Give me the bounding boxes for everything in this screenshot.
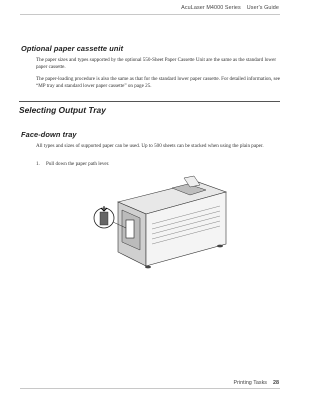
running-footer bbox=[234, 380, 279, 386]
section-rule bbox=[19, 101, 280, 102]
section-title-paper-cassette: Optional paper cassette unit bbox=[21, 44, 124, 53]
header-divider bbox=[20, 14, 280, 15]
running-header bbox=[181, 5, 279, 11]
step-1 bbox=[36, 161, 109, 167]
step-number: 1. bbox=[36, 161, 40, 167]
header-product: AcuLaser M4000 Series bbox=[181, 5, 241, 11]
page-number: 28 bbox=[273, 380, 279, 386]
cassette-paragraph-1: The paper sizes and types supported by the optional 550-Sheet Paper Cassette Unit are the same as the standard lower paper cassette. bbox=[36, 57, 277, 70]
section-title-output-tray: Selecting Output Tray bbox=[19, 105, 106, 115]
header-guide: User's Guide bbox=[246, 5, 279, 11]
printer-rear-illustration bbox=[80, 172, 230, 270]
face-down-paragraph: All types and sizes of supported paper can be used. Up to 500 sheets can be stacked when using the plain paper. bbox=[36, 143, 264, 149]
cassette-paragraph-2: The paper-loading procedure is also the same as that for the standard lower paper cassette. For detailed information, see “MP tray and standard lower paper cassette” on page 25. bbox=[36, 76, 281, 89]
subsection-title-face-down: Face-down tray bbox=[21, 130, 77, 139]
step-text: Pull down the paper path lever. bbox=[46, 161, 110, 167]
footer-chapter: Printing Tasks bbox=[233, 380, 267, 386]
footer-divider bbox=[20, 388, 280, 389]
